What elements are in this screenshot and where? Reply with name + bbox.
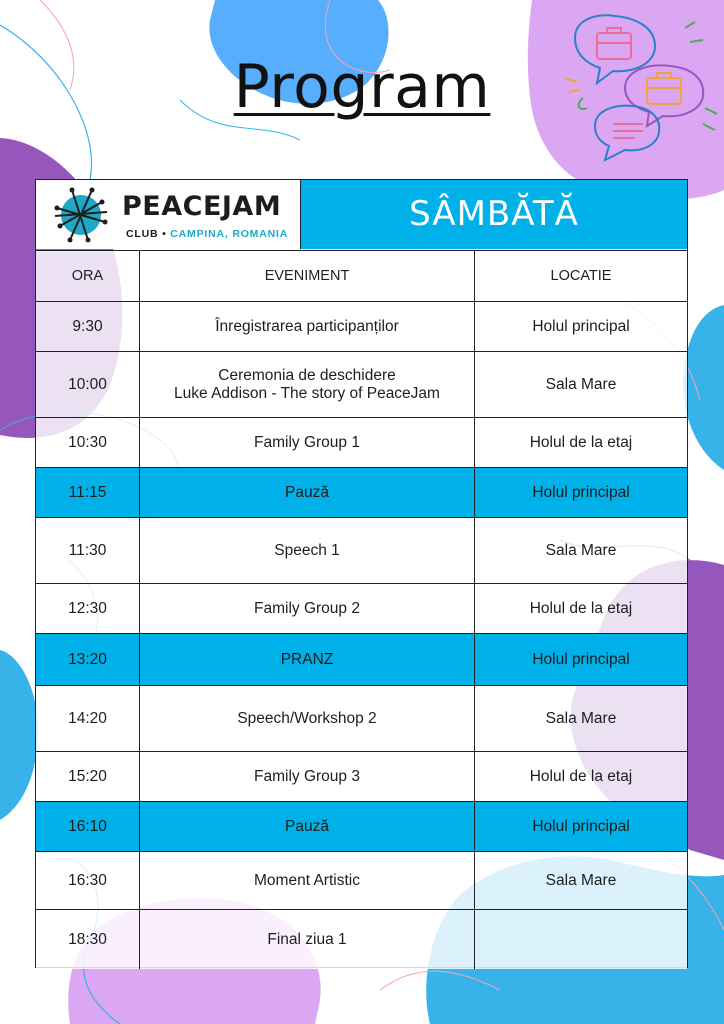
row-event-line: Ceremonia de deschidere	[218, 366, 396, 384]
row-event	[140, 584, 475, 633]
row-time: 10:30	[36, 418, 140, 467]
row-event	[140, 518, 475, 583]
row-event	[140, 802, 475, 851]
row-event-line: Pauză	[285, 817, 329, 835]
table-row	[36, 802, 687, 852]
row-time: 18:30	[36, 910, 140, 969]
row-location: Holul principal	[475, 302, 687, 351]
row-location	[475, 910, 687, 969]
day-heading: SÂMBĂTĂ	[301, 180, 687, 249]
row-event	[140, 910, 475, 969]
row-location: Holul de la etaj	[475, 418, 687, 467]
row-event	[140, 352, 475, 417]
row-event-line: Moment Artistic	[254, 871, 360, 889]
column-header-time: ORA	[36, 251, 140, 301]
row-event-line: Speech 1	[274, 541, 340, 559]
column-header-event: EVENIMENT	[140, 251, 475, 301]
schedule-table	[35, 179, 688, 968]
row-location: Holul principal	[532, 817, 630, 835]
row-event-line: Final ziua 1	[267, 930, 347, 948]
row-location: Sala Mare	[475, 686, 687, 751]
row-location: Holul de la etaj	[475, 584, 687, 633]
row-location: Sala Mare	[475, 852, 687, 909]
row-event-line-2: Luke Addison - The story of PeaceJam	[174, 384, 440, 402]
row-event	[140, 686, 475, 751]
row-location: Holul principal	[532, 650, 630, 668]
row-time: 10:00	[36, 352, 140, 417]
row-time: 9:30	[36, 302, 140, 351]
peacejam-logo	[36, 180, 301, 249]
row-event	[140, 418, 475, 467]
row-event-line: Înregistrarea participanților	[215, 317, 399, 335]
table-row	[36, 352, 687, 418]
column-headers	[36, 251, 687, 302]
row-event	[140, 468, 475, 517]
table-row	[36, 686, 687, 752]
row-location: Sala Mare	[475, 518, 687, 583]
table-row	[36, 752, 687, 802]
table-row	[36, 584, 687, 634]
row-event-line: Speech/Workshop 2	[237, 709, 377, 727]
row-event	[140, 852, 475, 909]
logo-subtitle: CLUB • CAMPINA, ROMANIA	[126, 228, 289, 240]
table-row	[36, 852, 687, 910]
logo-name: PEACEJAM	[122, 191, 282, 222]
table-row	[36, 302, 687, 352]
row-location: Holul principal	[532, 483, 630, 501]
row-event-line: Family Group 2	[254, 599, 360, 617]
table-row	[36, 468, 687, 518]
row-time: 14:20	[36, 686, 140, 751]
peacejam-globe-icon	[52, 186, 110, 244]
row-time: 13:20	[36, 634, 140, 685]
row-time: 11:15	[36, 468, 140, 517]
row-time: 15:20	[36, 752, 140, 801]
column-header-location: LOCATIE	[475, 251, 687, 301]
row-location: Sala Mare	[475, 352, 687, 417]
row-time: 16:30	[36, 852, 140, 909]
table-row	[36, 910, 687, 969]
row-time: 12:30	[36, 584, 140, 633]
row-time: 16:10	[36, 802, 140, 851]
row-event	[140, 302, 475, 351]
row-event	[140, 752, 475, 801]
table-row	[36, 634, 687, 686]
table-row	[36, 418, 687, 468]
row-event-line: Family Group 3	[254, 767, 360, 785]
row-location: Holul de la etaj	[475, 752, 687, 801]
row-event-line: Family Group 1	[254, 433, 360, 451]
row-event-line: PRANZ	[280, 650, 334, 668]
row-event-line: Pauză	[285, 483, 329, 501]
row-event	[140, 634, 475, 685]
row-time: 11:30	[36, 518, 140, 583]
table-header	[36, 180, 687, 251]
table-row	[36, 518, 687, 584]
page-title: Program	[233, 52, 491, 122]
